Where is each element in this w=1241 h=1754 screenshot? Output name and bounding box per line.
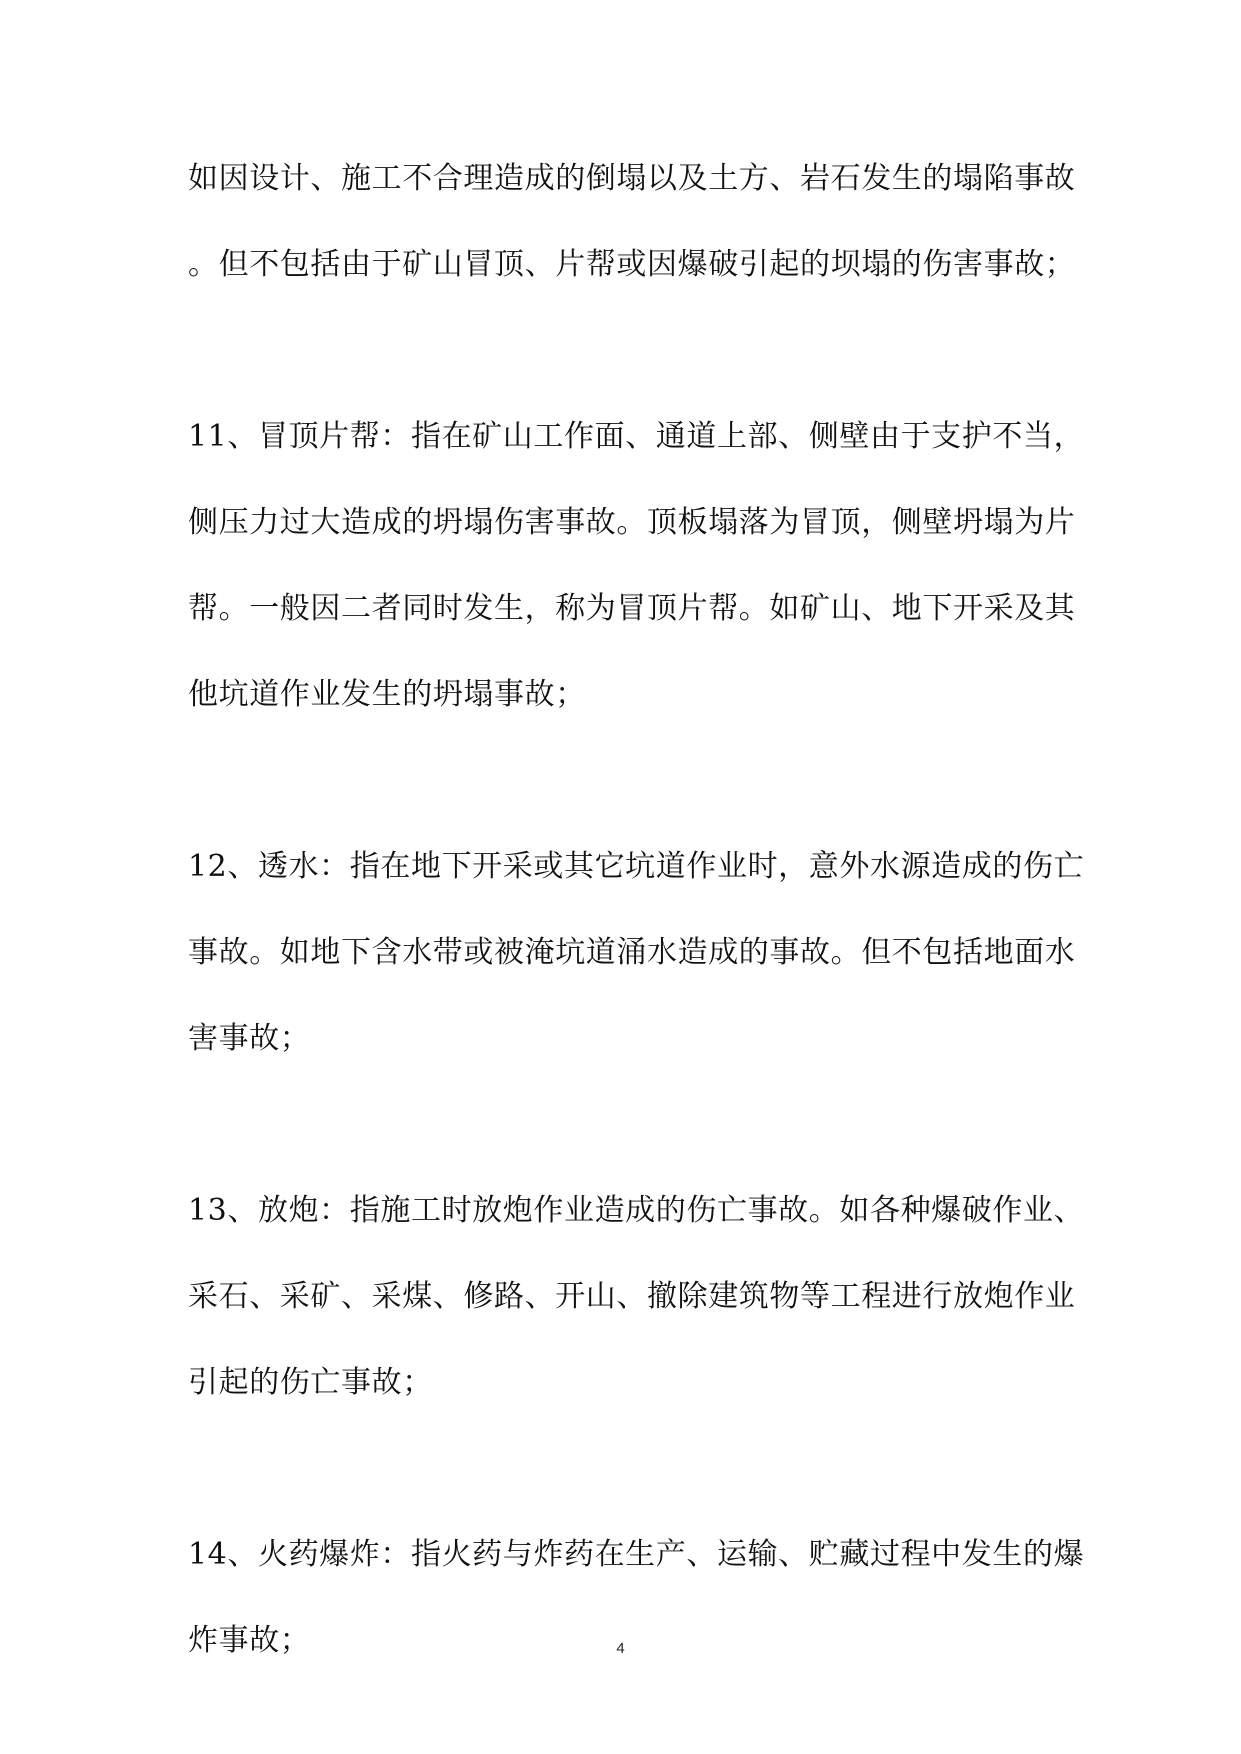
paragraph-spacer [188, 750, 1058, 836]
paragraph-spacer [188, 1438, 1058, 1524]
page-number: 4 [616, 1640, 625, 1657]
text-line: 害事故； [188, 1021, 311, 1056]
text-line: 12、透水：指在地下开采或其它坑道作业时，意外水源造成的伤亡 [188, 849, 1085, 884]
paragraph-collapse-continued [188, 148, 1076, 320]
page-content [188, 148, 1085, 1696]
text-line: 14、火药爆炸：指火药与炸药在生产、运输、贮藏过程中发生的爆 [188, 1537, 1085, 1572]
paragraph-spacer [188, 320, 1058, 406]
paragraph-item-14-explosives [188, 1524, 1085, 1696]
text-line: 13、放炮：指施工时放炮作业造成的伤亡事故。如各种爆破作业、 [188, 1193, 1085, 1228]
text-line: 采石、采矿、采煤、修路、开山、撤除建筑物等工程进行放炮作业 [188, 1279, 1076, 1314]
text-line: 侧压力过大造成的坍塌伤害事故。顶板塌落为冒顶，侧壁坍塌为片 [188, 505, 1076, 540]
paragraph-item-12-water-inrush [188, 836, 1085, 1094]
text-line: 他坑道作业发生的坍塌事故； [188, 677, 586, 712]
text-line: 事故。如地下含水带或被淹坑道涌水造成的事故。但不包括地面水 [188, 935, 1076, 970]
text-line: 炸事故； [188, 1623, 311, 1658]
text-line: 帮。一般因二者同时发生，称为冒顶片帮。如矿山、地下开采及其 [188, 591, 1076, 626]
paragraph-item-13-blasting [188, 1180, 1085, 1438]
paragraph-item-11-roof-fall [188, 406, 1085, 750]
text-line: 。但不包括由于矿山冒顶、片帮或因爆破引起的坝塌的伤害事故； [188, 247, 1076, 282]
text-line: 引起的伤亡事故； [188, 1365, 433, 1400]
text-line: 如因设计、施工不合理造成的倒塌以及土方、岩石发生的塌陷事故 [188, 161, 1076, 196]
paragraph-spacer [188, 1094, 1058, 1180]
text-line: 11、冒顶片帮：指在矿山工作面、通道上部、侧壁由于支护不当， [188, 419, 1085, 454]
